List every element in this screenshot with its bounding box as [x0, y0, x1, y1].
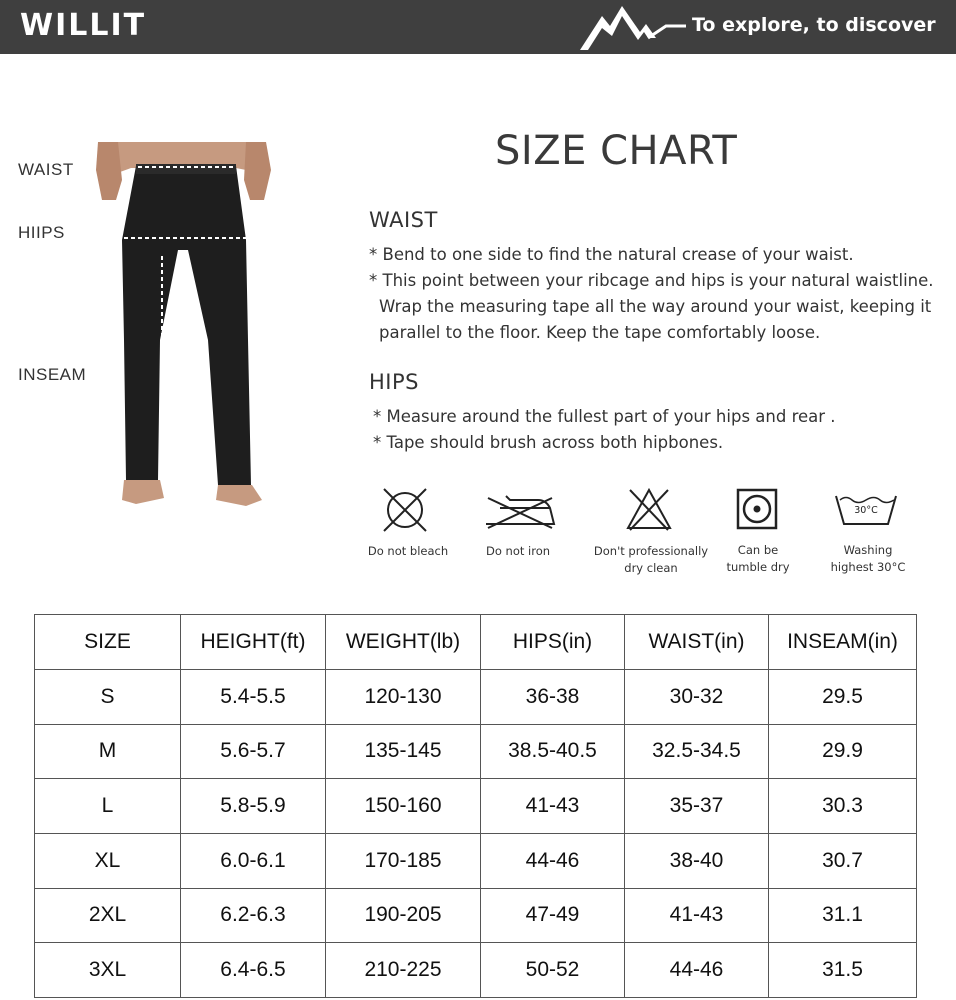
cell-hips: 36-38 [481, 670, 625, 725]
cell-inseam: 31.5 [769, 943, 917, 998]
wash-30-icon [834, 492, 898, 526]
cell-hips: 47-49 [481, 888, 625, 943]
care-label-line: Do not iron [485, 544, 551, 558]
cell-waist: 30-32 [625, 670, 769, 725]
cell-hips: 50-52 [481, 943, 625, 998]
do-not-dry-clean-icon [624, 486, 674, 534]
table-row [35, 670, 917, 725]
care-label-tumble [708, 542, 808, 576]
cell-inseam: 31.1 [769, 888, 917, 943]
waist-line-1: * Bend to one side to find the natural crease of your waist. [369, 245, 854, 264]
care-label-line: Can be [737, 543, 779, 557]
cell-hips: 38.5-40.5 [481, 724, 625, 779]
size-table [34, 614, 917, 998]
cell-height: 6.0-6.1 [181, 833, 326, 888]
care-label-dry-clean [586, 543, 716, 577]
cell-inseam: 30.3 [769, 779, 917, 834]
table-row [35, 833, 917, 888]
cell-inseam: 30.7 [769, 833, 917, 888]
cell-weight: 150-160 [326, 779, 481, 834]
table-row [35, 888, 917, 943]
cell-hips: 44-46 [481, 833, 625, 888]
cell-size: M [35, 724, 181, 779]
waist-line-4: parallel to the floor. Keep the tape comfortably loose. [379, 323, 821, 342]
cell-waist: 41-43 [625, 888, 769, 943]
cell-size: XL [35, 833, 181, 888]
cell-waist: 44-46 [625, 943, 769, 998]
cell-height: 5.4-5.5 [181, 670, 326, 725]
table-row [35, 779, 917, 834]
cell-inseam: 29.5 [769, 670, 917, 725]
care-label-wash [818, 542, 918, 576]
care-label-line: Do not bleach [367, 544, 449, 558]
wash-temperature: 30°C [854, 505, 878, 516]
cell-waist: 38-40 [625, 833, 769, 888]
care-label-bleach [358, 543, 458, 560]
care-label-line: tumble dry [726, 560, 790, 574]
brand-logo: WILLIT [20, 8, 147, 43]
cell-size: L [35, 779, 181, 834]
header-waist: WAIST(in) [625, 615, 769, 670]
page-title: SIZE CHART [495, 128, 738, 174]
care-label-line: dry clean [624, 561, 678, 575]
cell-waist: 35-37 [625, 779, 769, 834]
header-hips: HIPS(in) [481, 615, 625, 670]
pants-figure [96, 140, 271, 510]
cell-height: 5.6-5.7 [181, 724, 326, 779]
care-label-line: Washing [843, 543, 893, 557]
label-waist: WAIST [18, 160, 74, 179]
cell-size: S [35, 670, 181, 725]
cell-weight: 120-130 [326, 670, 481, 725]
header-bar [0, 0, 956, 54]
cell-weight: 210-225 [326, 943, 481, 998]
table-header-row [35, 615, 917, 670]
cell-inseam: 29.9 [769, 724, 917, 779]
cell-size: 3XL [35, 943, 181, 998]
cell-weight: 170-185 [326, 833, 481, 888]
care-label-line: highest 30°C [830, 560, 906, 574]
cell-height: 6.4-6.5 [181, 943, 326, 998]
cell-waist: 32.5-34.5 [625, 724, 769, 779]
cell-height: 6.2-6.3 [181, 888, 326, 943]
table-row [35, 724, 917, 779]
cell-weight: 190-205 [326, 888, 481, 943]
hips-line-2: * Tape should brush across both hipbones. [373, 433, 724, 452]
waist-heading: WAIST [369, 208, 438, 232]
do-not-bleach-icon [380, 486, 430, 534]
table-row [35, 943, 917, 998]
header-size: SIZE [35, 615, 181, 670]
cell-hips: 41-43 [481, 779, 625, 834]
cell-height: 5.8-5.9 [181, 779, 326, 834]
waist-line-3: Wrap the measuring tape all the way around your waist, keeping it [379, 297, 932, 316]
do-not-iron-icon [480, 490, 560, 532]
tagline: To explore, to discover [692, 14, 936, 36]
header-weight: WEIGHT(lb) [326, 615, 481, 670]
header-height: HEIGHT(ft) [181, 615, 326, 670]
label-inseam: INSEAM [18, 365, 87, 384]
cell-size: 2XL [35, 888, 181, 943]
waist-line-2: * This point between your ribcage and hips is your natural waistline. [369, 271, 934, 290]
label-hips: HIIPS [18, 223, 65, 242]
hips-line-1: * Measure around the fullest part of your hips and rear . [373, 407, 836, 426]
hips-heading: HIPS [369, 370, 419, 394]
care-label-iron [468, 543, 568, 560]
mountain-icon [578, 2, 690, 52]
care-label-line: Don't professionally [593, 544, 709, 558]
tumble-dry-icon [736, 488, 778, 530]
cell-weight: 135-145 [326, 724, 481, 779]
header-inseam: INSEAM(in) [769, 615, 917, 670]
